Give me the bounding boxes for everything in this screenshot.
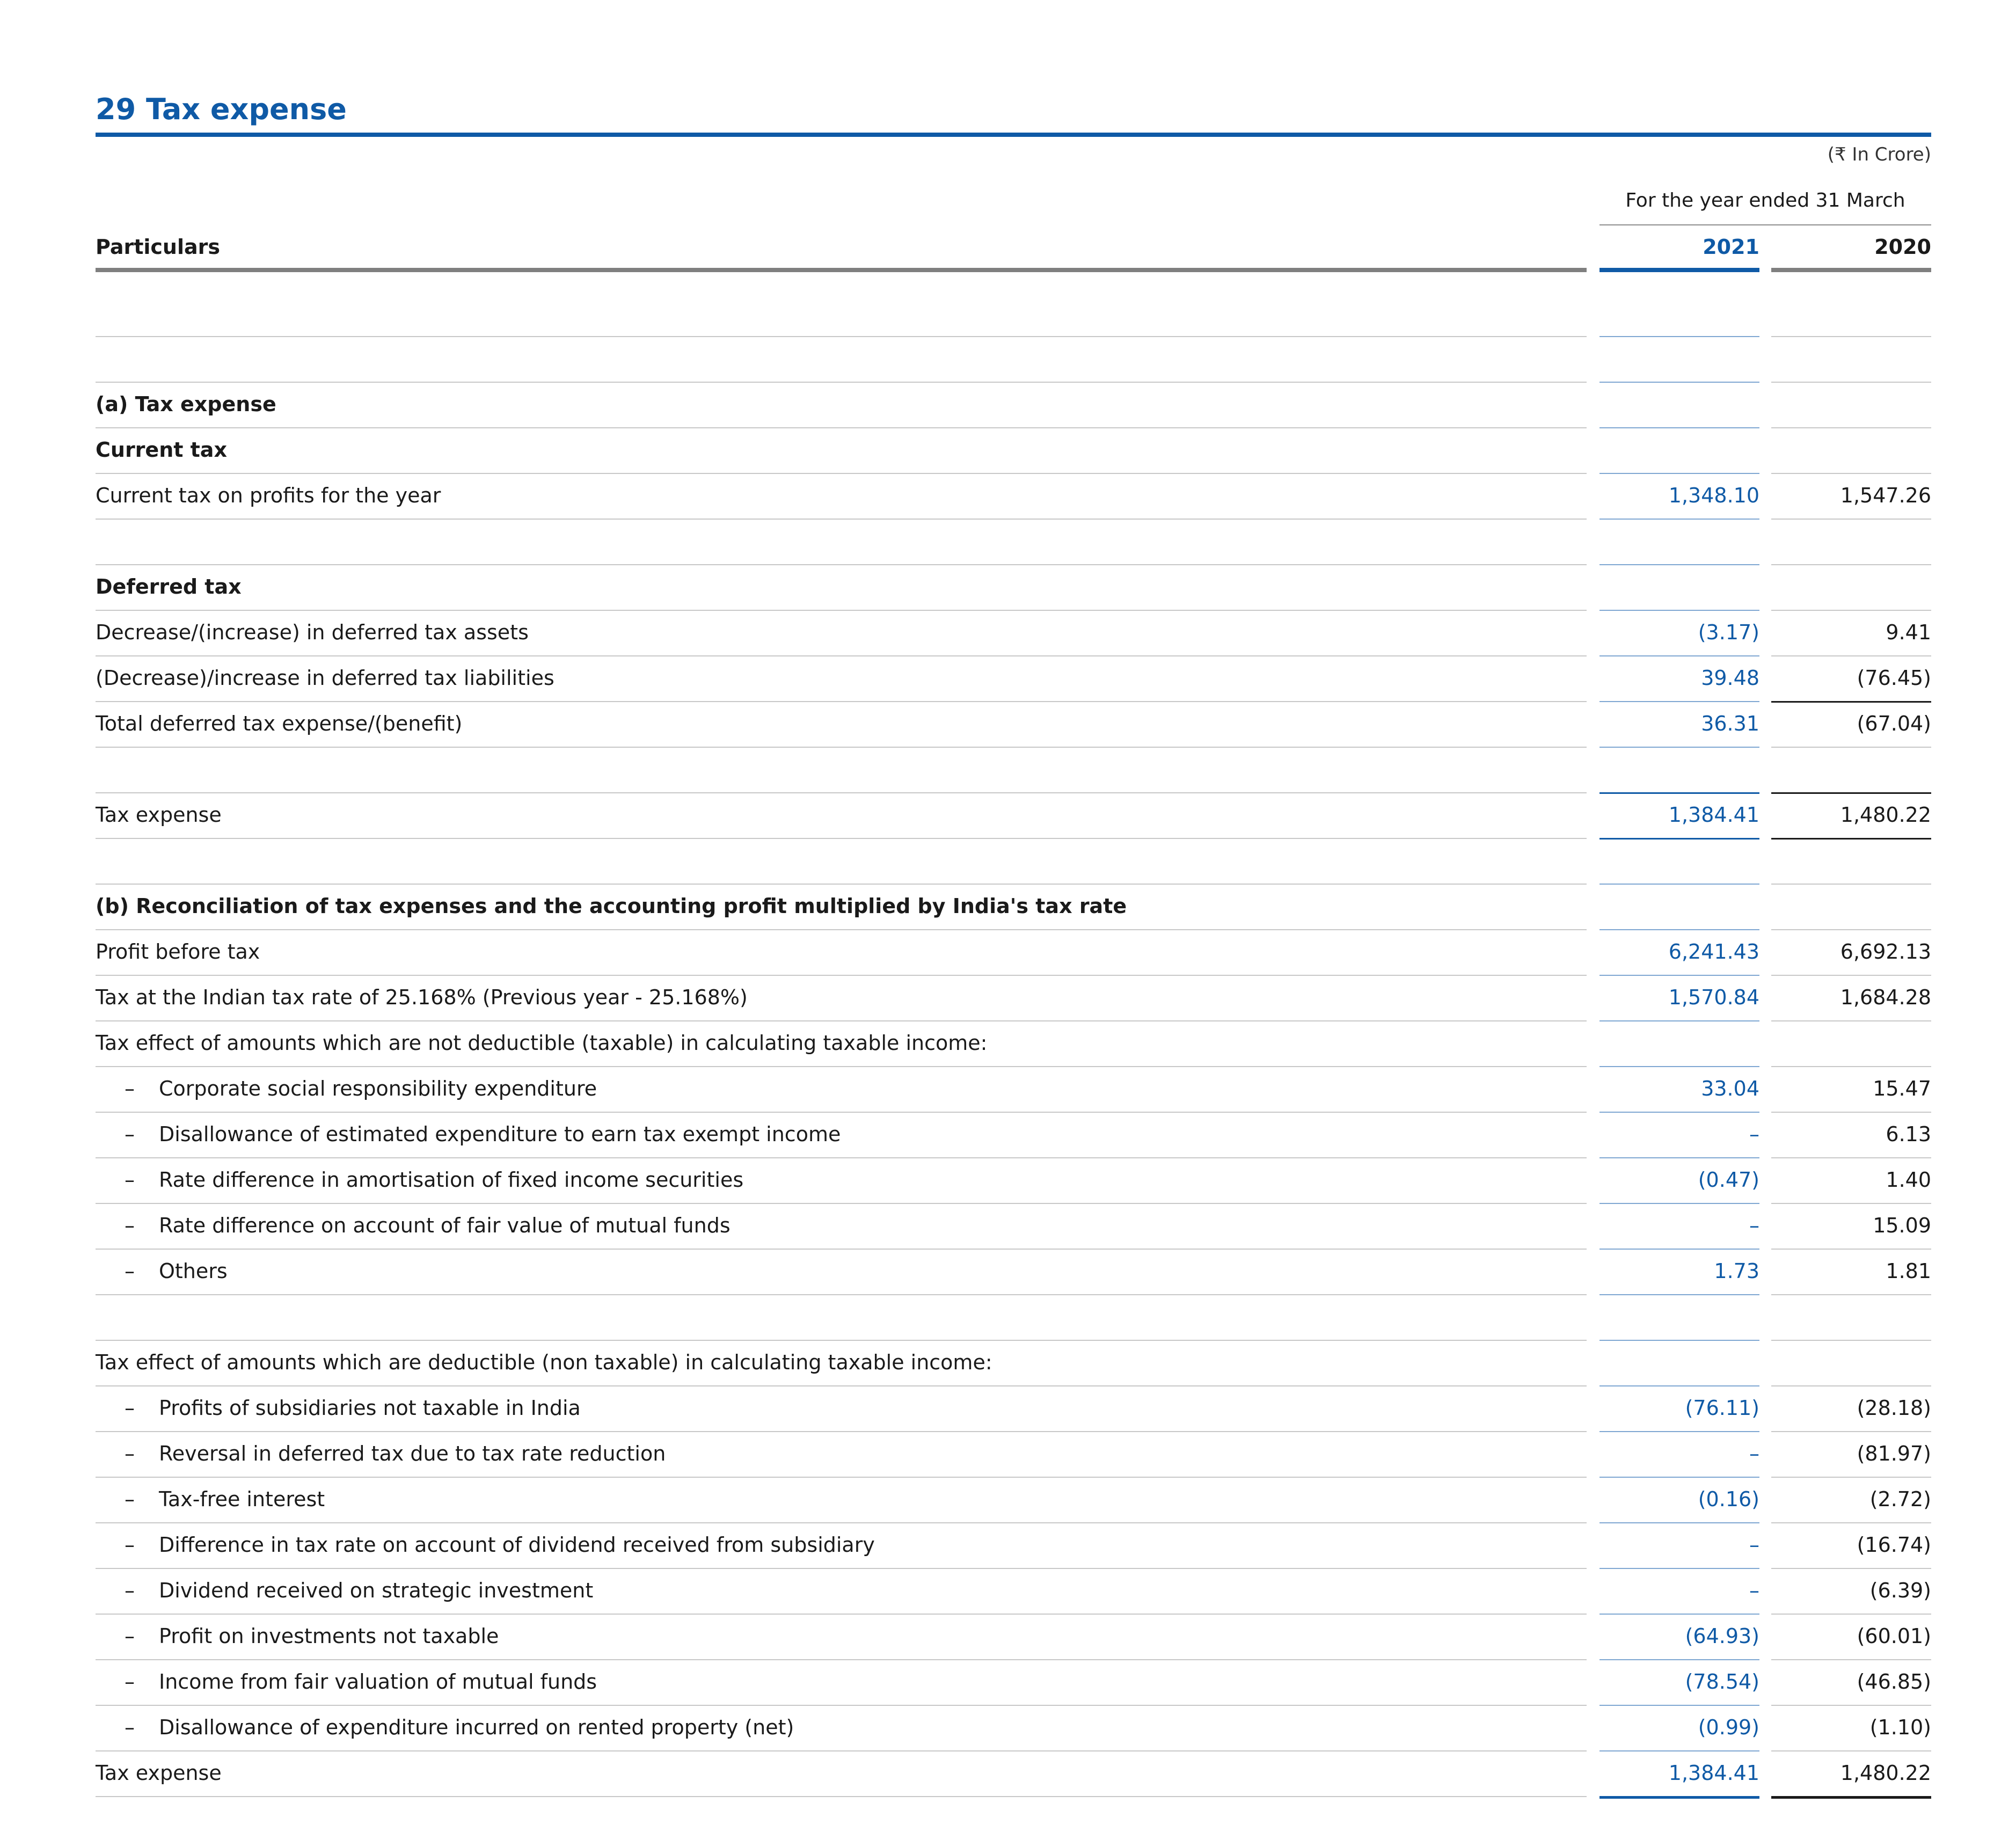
row-label: Tax-free interest	[159, 1487, 325, 1511]
row-label: Tax expense	[96, 1761, 222, 1785]
table-row	[96, 564, 1931, 610]
value-2021: (76.11)	[1685, 1396, 1759, 1420]
table-row	[96, 1203, 1931, 1249]
value-2020: 1.81	[1886, 1259, 1931, 1283]
table-row	[96, 747, 1931, 792]
value-2021: 1,570.84	[1668, 986, 1759, 1009]
table-row	[96, 1568, 1931, 1614]
row-label: (b) Reconciliation of tax expenses and the accounting profit multiplied by India's tax rate	[96, 894, 1127, 918]
row-label: Dividend received on strategic investment	[159, 1579, 594, 1602]
value-2021: –	[1749, 1579, 1759, 1602]
page-title: 29 Tax expense	[96, 92, 347, 126]
value-2020	[1771, 884, 1931, 929]
bullet-dash: –	[125, 1624, 135, 1648]
value-2021: 1.73	[1714, 1259, 1759, 1283]
table-row	[96, 1249, 1931, 1294]
table-row	[96, 1750, 1931, 1796]
table-row	[96, 838, 1931, 884]
value-2020: (67.04)	[1857, 712, 1931, 735]
row-label: Current tax on profits for the year	[96, 484, 441, 507]
row-label: Disallowance of estimated expenditure to earn tax exempt income	[159, 1122, 841, 1146]
table-row	[96, 975, 1931, 1020]
header-divider-particulars	[96, 268, 1587, 272]
value-2021	[1599, 427, 1759, 473]
table-row	[96, 1020, 1931, 1066]
value-2021: (0.16)	[1698, 1487, 1759, 1511]
period-header: For the year ended 31 March	[1625, 189, 1905, 211]
value-2020: 1.40	[1886, 1168, 1931, 1192]
value-2021	[1599, 884, 1759, 929]
value-2020: (81.97)	[1857, 1442, 1931, 1465]
table-row	[96, 519, 1931, 564]
value-2020: (60.01)	[1857, 1624, 1931, 1648]
table-row	[96, 1294, 1931, 1340]
value-2020	[1771, 336, 1931, 382]
value-2020: 1,480.22	[1840, 1761, 1931, 1785]
bullet-dash: –	[125, 1487, 135, 1511]
table-row	[96, 1614, 1931, 1659]
row-label: Tax at the Indian tax rate of 25.168% (Previous year - 25.168%)	[96, 986, 748, 1009]
table-end-divider	[96, 1796, 1931, 1801]
value-2021: 36.31	[1701, 712, 1759, 735]
title-divider	[96, 133, 1931, 137]
row-label: Tax effect of amounts which are not deductible (taxable) in calculating taxable income:	[96, 1031, 988, 1055]
tax-expense-table	[96, 336, 1931, 1801]
table-row	[96, 1522, 1931, 1568]
table-row	[96, 929, 1931, 975]
table-row	[96, 610, 1931, 655]
value-2021: –	[1749, 1533, 1759, 1557]
value-2020: 15.09	[1873, 1214, 1931, 1237]
row-label: Profit before tax	[96, 940, 260, 964]
table-row	[96, 884, 1931, 929]
value-2021: 33.04	[1701, 1077, 1759, 1100]
bullet-dash: –	[125, 1122, 135, 1146]
value-2020: (2.72)	[1869, 1487, 1931, 1511]
table-row	[96, 382, 1931, 427]
value-2020	[1771, 564, 1931, 610]
bullet-dash: –	[125, 1716, 135, 1739]
period-header-divider	[1599, 224, 1931, 225]
row-label: Decrease/(increase) in deferred tax assets	[96, 621, 529, 644]
row-label: Profit on investments not taxable	[159, 1624, 499, 1648]
value-2020	[1771, 1340, 1931, 1385]
table-row	[96, 336, 1931, 382]
table-row	[96, 1112, 1931, 1157]
row-label: Deferred tax	[96, 575, 242, 598]
row-label: Reversal in deferred tax due to tax rate reduction	[159, 1442, 666, 1465]
value-2021	[1599, 1294, 1759, 1340]
column-header-2021: 2021	[1703, 235, 1759, 259]
value-2020	[1771, 747, 1931, 792]
value-2021: (78.54)	[1685, 1670, 1759, 1694]
value-2020: (46.85)	[1857, 1670, 1931, 1694]
table-row	[96, 1705, 1931, 1750]
bullet-dash: –	[125, 1077, 135, 1100]
table-row	[96, 1066, 1931, 1112]
column-header-particulars: Particulars	[96, 235, 221, 259]
value-2020	[1771, 838, 1931, 884]
value-2020: 1,684.28	[1840, 986, 1931, 1009]
value-2020	[1771, 1020, 1931, 1066]
value-2021: (0.99)	[1698, 1716, 1759, 1739]
row-label: (a) Tax expense	[96, 392, 276, 416]
value-2021	[1599, 838, 1759, 884]
value-2020	[1771, 382, 1931, 427]
value-2020: (1.10)	[1869, 1716, 1931, 1739]
value-2021: 39.48	[1701, 666, 1759, 690]
value-2021: 1,384.41	[1668, 1761, 1759, 1785]
table-row	[96, 1431, 1931, 1477]
bullet-dash: –	[125, 1259, 135, 1283]
bullet-dash: –	[125, 1579, 135, 1602]
value-2021: –	[1749, 1442, 1759, 1465]
row-label: Corporate social responsibility expenditure	[159, 1077, 597, 1100]
bullet-dash: –	[125, 1214, 135, 1237]
value-2020: 15.47	[1873, 1077, 1931, 1100]
value-2020: (28.18)	[1857, 1396, 1931, 1420]
value-2020: 6,692.13	[1840, 940, 1931, 964]
value-2021	[1599, 747, 1759, 792]
value-2020	[1771, 519, 1931, 564]
row-label: Tax effect of amounts which are deductible (non taxable) in calculating taxable income:	[96, 1351, 992, 1374]
row-label: Difference in tax rate on account of dividend received from subsidiary	[159, 1533, 875, 1557]
bullet-dash: –	[125, 1168, 135, 1192]
header-divider-2020	[1771, 268, 1931, 272]
bullet-dash: –	[125, 1670, 135, 1694]
value-2021: (0.47)	[1698, 1168, 1759, 1192]
value-2020: (16.74)	[1857, 1533, 1931, 1557]
value-2020: 9.41	[1886, 621, 1931, 644]
table-row	[96, 1385, 1931, 1431]
table-row	[96, 701, 1931, 747]
currency-unit-note: (₹ In Crore)	[1827, 144, 1931, 165]
row-label: (Decrease)/increase in deferred tax liabilities	[96, 666, 554, 690]
bullet-dash: –	[125, 1396, 135, 1420]
row-label: Rate difference on account of fair value of mutual funds	[159, 1214, 731, 1237]
table-row	[96, 427, 1931, 473]
table-row	[96, 1157, 1931, 1203]
row-label: Current tax	[96, 438, 227, 462]
value-2021: –	[1749, 1122, 1759, 1146]
value-2020: (76.45)	[1857, 666, 1931, 690]
value-2020	[1771, 1294, 1931, 1340]
row-label: Profits of subsidiaries not taxable in India	[159, 1396, 581, 1420]
value-2021: (3.17)	[1698, 621, 1759, 644]
value-2021: –	[1749, 1214, 1759, 1237]
row-label: Disallowance of expenditure incurred on rented property (net)	[159, 1716, 794, 1739]
value-2021	[1599, 564, 1759, 610]
value-2020: (6.39)	[1869, 1579, 1931, 1602]
value-2020: 1,547.26	[1840, 484, 1931, 507]
value-2021: 6,241.43	[1668, 940, 1759, 964]
value-2020: 1,480.22	[1840, 803, 1931, 827]
table-row	[96, 473, 1931, 519]
row-label: Rate difference in amortisation of fixed income securities	[159, 1168, 744, 1192]
table-row	[96, 655, 1931, 701]
total-underline-2020	[1771, 1796, 1931, 1799]
value-2021	[1599, 1340, 1759, 1385]
header-divider-2021	[1599, 268, 1759, 272]
row-label: Income from fair valuation of mutual funds	[159, 1670, 597, 1694]
table-row	[96, 1477, 1931, 1522]
bullet-dash: –	[125, 1442, 135, 1465]
value-2021	[1599, 1020, 1759, 1066]
value-2021: 1,384.41	[1668, 803, 1759, 827]
table-row	[96, 792, 1931, 838]
value-2021	[1599, 519, 1759, 564]
row-label: Tax expense	[96, 803, 222, 827]
row-label: Total deferred tax expense/(benefit)	[96, 712, 463, 735]
table-row	[96, 1659, 1931, 1705]
value-2021	[1599, 382, 1759, 427]
value-2021: 1,348.10	[1668, 484, 1759, 507]
row-label: Others	[159, 1259, 228, 1283]
value-2020: 6.13	[1886, 1122, 1931, 1146]
value-2021	[1599, 336, 1759, 382]
total-underline-2021	[1599, 1796, 1759, 1799]
bullet-dash: –	[125, 1533, 135, 1557]
value-2020	[1771, 427, 1931, 473]
table-row	[96, 1340, 1931, 1385]
column-header-2020: 2020	[1874, 235, 1931, 259]
value-2021: (64.93)	[1685, 1624, 1759, 1648]
